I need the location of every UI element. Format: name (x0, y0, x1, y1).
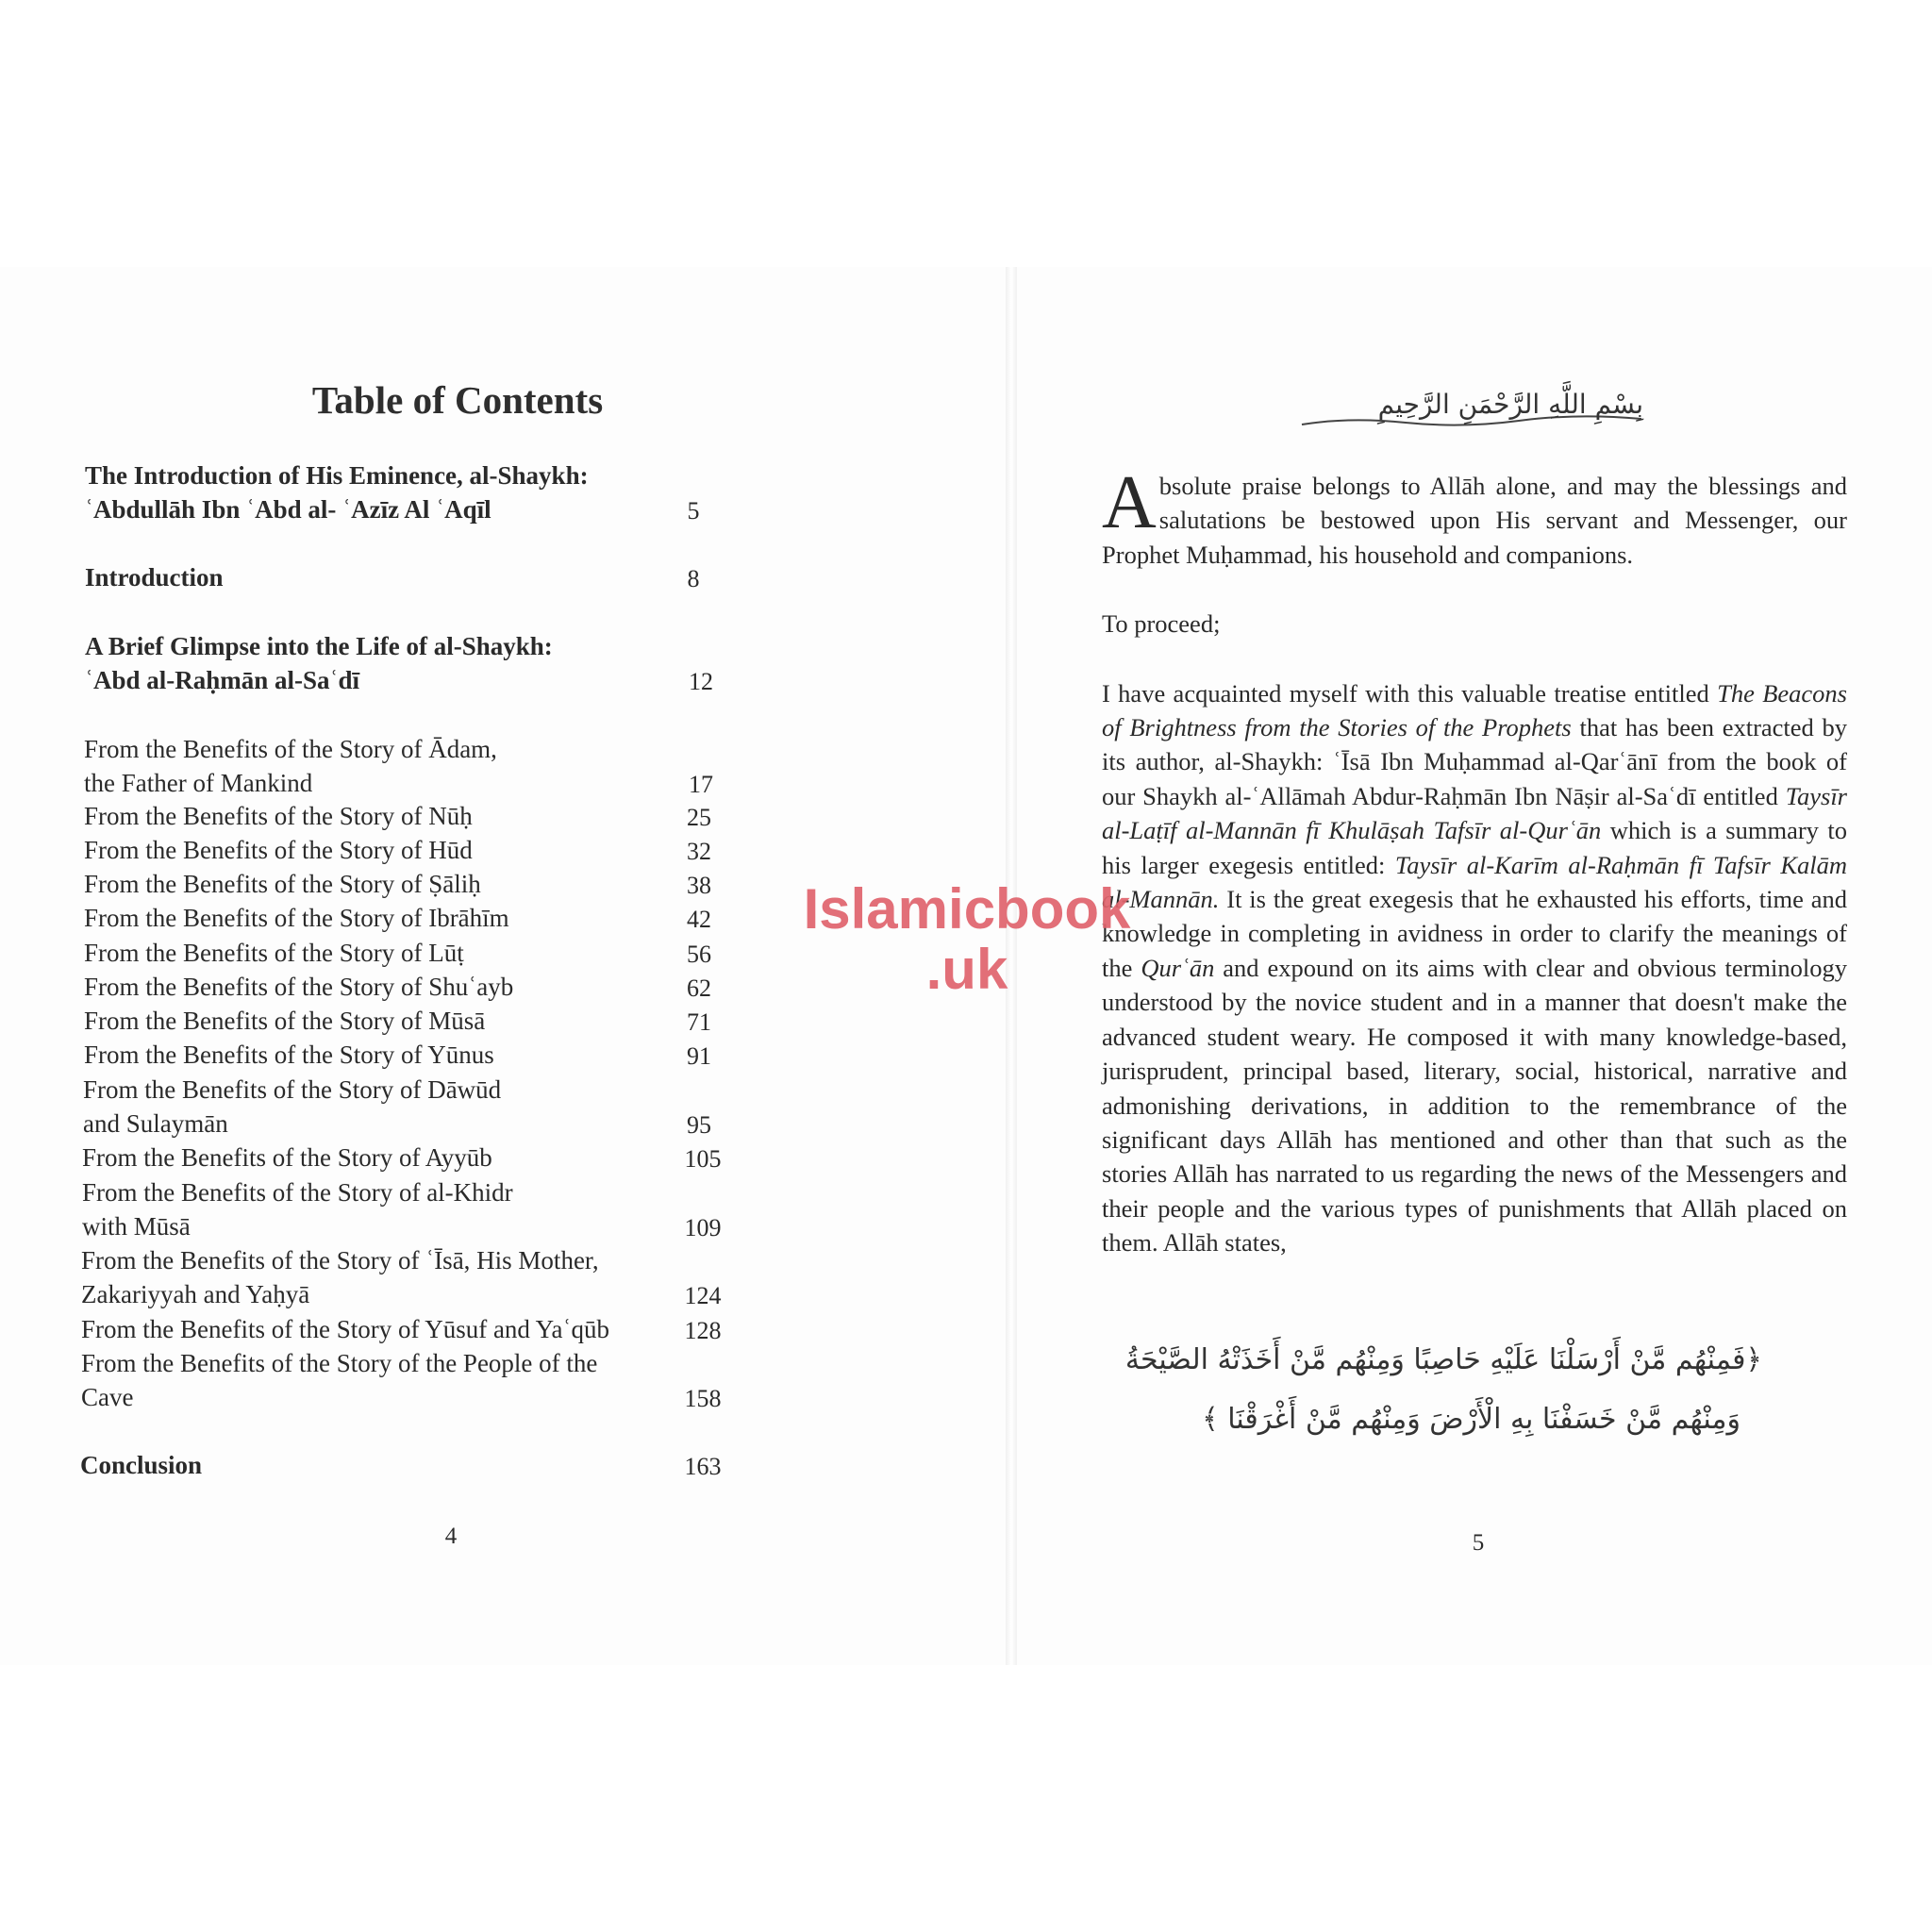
toc-entry-title: Conclusion (80, 1451, 203, 1479)
toc-entry-page: 25 (687, 804, 711, 831)
p3-text-d: It is the great exegesis that he exhausted his efforts, time and knowledge in completing in avidness in order to clarify the meanings of the (1102, 885, 1847, 982)
toc-entry-title: Introduction (85, 563, 224, 591)
watermark (797, 879, 1137, 1000)
toc-entry-title: From the Benefits of the Story of ʿĪsā, His Mother, (81, 1246, 599, 1274)
toc-entry-title: From the Benefits of the Story of Hūd (84, 836, 473, 864)
p3-text-b: that has been extracted by its author, al-Shaykh: ʿĪsā Ibn Muḥammad al-Qarʿānī from the book of our Shaykh al-ʿAllāmah Abdur-Raḥmān Ibn Nāṣir al-Saʿdī entitled (1102, 713, 1848, 810)
paragraph-1-text: bsolute praise belongs to Allāh alone, and may the blessings and salutations be bestowed upon His servant and Messenger, our Prophet Muḥammad, his household and companions. (1102, 472, 1847, 569)
page-number-right: 5 (1472, 1530, 1485, 1556)
toc-entry-title: with Mūsā (82, 1212, 191, 1241)
toc-entry-title: From the Benefits of the Story of Dāwūd (83, 1075, 502, 1104)
toc-entry-title: and Sulaymān (83, 1109, 228, 1138)
toc-entry-title: Cave (81, 1383, 134, 1411)
toc-title: Table of Contents (311, 378, 604, 422)
toc-entry-title: From the Benefits of the Story of Yūnus (84, 1041, 494, 1069)
basmala-calligraphy (1292, 379, 1651, 436)
page-number-left: 4 (444, 1524, 458, 1549)
drop-cap: A (1102, 461, 1157, 544)
toc-entry-page: 105 (684, 1145, 722, 1173)
toc-entry-page: 17 (689, 771, 713, 798)
p3-title-2: Taysīr al-Laṭīf al-Mannān fī Khulāṣah Tafsīr al-Qurʿān (1102, 781, 1847, 845)
toc-entry-title: From the Benefits of the Story of Yūsuf and Yaʿqūb (81, 1315, 609, 1343)
watermark-line-2: .uk (925, 938, 1008, 1001)
toc-entry-title: From the Benefits of the Story of Lūṭ (84, 939, 464, 967)
p3-text-a: I have acquainted myself with this valuable treatise entitled (1102, 678, 1718, 708)
body-text (1102, 461, 1848, 1260)
toc-entry-title: From the Benefits of the Story of the People of the (81, 1349, 598, 1377)
toc-entry-title: The Introduction of His Eminence, al-Shaykh: (85, 461, 589, 490)
p3-title-1: The Beacons of Brightness from the Stories of the Prophets (1102, 678, 1847, 742)
basmala-text: بِسْمِ اللَّهِ الرَّحْمَنِ الرَّحِيمِ (1377, 389, 1643, 420)
watermark-line-1: Islamicbook (803, 877, 1131, 941)
toc-entry-page: 163 (684, 1453, 722, 1480)
toc-entry-page: 62 (687, 974, 711, 1002)
toc-entry-page: 158 (684, 1385, 722, 1412)
toc-entry-title: ʿAbdullāh Ibn ʿAbd al- ʿAzīz Al ʿAqīl (85, 495, 491, 524)
toc-entry-page: 71 (687, 1008, 711, 1036)
toc-entry-page: 32 (687, 838, 711, 865)
toc-entry-title: ʿAbd al-Raḥmān al-Saʿdī (85, 666, 360, 694)
toc-entry-title: From the Benefits of the Story of Shuʿayb (84, 973, 514, 1001)
quran-verse-line-1: ﴿فَمِنْهُم مَّنْ أَرْسَلْنَا عَلَيْهِ حَاصِبًا وَمِنْهُم مَّنْ أَخَذَتْهُ الصَّيْحَةُ (1124, 1343, 1762, 1376)
toc-entry-page: 109 (684, 1214, 722, 1241)
toc-entry-title: the Father of Mankind (84, 769, 313, 797)
p3-title-4: Qurʿān (1141, 953, 1215, 982)
toc-entry-title: From the Benefits of the Story of Ādam, (84, 735, 497, 763)
toc-entry-title: From the Benefits of the Story of Ayyūb (82, 1143, 492, 1172)
toc-entry-page: 128 (684, 1317, 722, 1344)
paragraph-3 (1102, 676, 1847, 1260)
toc-entry-page: 5 (687, 497, 700, 525)
toc-entry-page: 124 (684, 1282, 722, 1309)
toc-entry-page: 38 (687, 872, 711, 899)
toc-entry-title: From the Benefits of the Story of al-Khidr (82, 1178, 513, 1207)
toc-entry-page: 12 (689, 668, 713, 695)
quran-verse-line-2: وَمِنْهُم مَّنْ خَسَفْنَا بِهِ الْأَرْضَ وَمِنْهُم مَّنْ أَغْرَقْنَا ﴾ (1202, 1403, 1740, 1436)
p3-text-c: which is a summary to his larger exegesis entitled: (1102, 816, 1847, 879)
toc-entry-page: 56 (687, 941, 711, 968)
toc-entry-title: A Brief Glimpse into the Life of al-Shaykh: (85, 632, 553, 660)
toc-entry-title: From the Benefits of the Story of Nūḥ (84, 802, 473, 830)
toc-entry-page: 8 (687, 565, 700, 592)
toc-entry-title: From the Benefits of the Story of Mūsā (84, 1007, 486, 1035)
p3-title-3: Taysīr al-Karīm al-Raḥmān fī Tafsīr Kalām al-Mannān. (1102, 850, 1847, 914)
p3-text-e: and expound on its aims with clear and obvious terminology understood by the novice student and in a manner that doesn't make the advanced student weary. He composed it with many knowledge-based, jurisprudent, principal based, literary, social, historical, narrative and admonishing derivations, in addition to the remembrance of the significant days Allāh has mentioned and other than that such as the stories Allāh has narrated to us regarding the news of the Messengers and their people and the various types of punishments that Allāh placed on them. Allāh states, (1102, 953, 1848, 1257)
toc-entry-page: 42 (687, 906, 711, 933)
toc-entry-page: 91 (687, 1042, 711, 1070)
paragraph-1 (1102, 461, 1847, 572)
toc-entry-title: Zakariyyah and Yaḥyā (81, 1280, 310, 1308)
toc-entry-title: From the Benefits of the Story of Ibrāhīm (84, 904, 509, 932)
toc-entry-title: From the Benefits of the Story of Ṣāliḥ (84, 870, 481, 898)
toc-entry-page: 95 (687, 1111, 711, 1139)
paragraph-2: To proceed; (1102, 609, 1221, 639)
